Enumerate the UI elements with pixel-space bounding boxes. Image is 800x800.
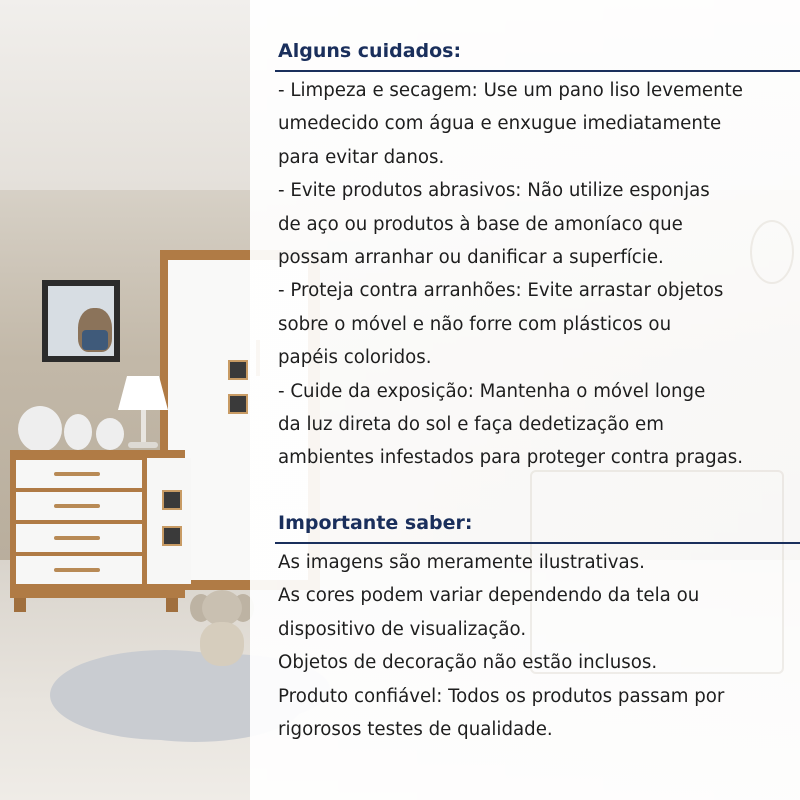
dresser-drawer	[16, 556, 142, 584]
plush-toy	[18, 406, 62, 452]
dresser-drawer	[16, 460, 142, 488]
plush-toy	[96, 418, 124, 450]
info-line: dispositivo de visualização.	[278, 618, 527, 640]
info-section-title: Importante saber:	[278, 511, 473, 534]
dresser-drawer	[16, 524, 142, 552]
info-line: rigorosos testes de qualidade.	[278, 718, 553, 740]
care-section-title: Alguns cuidados:	[278, 40, 462, 62]
care-line: - Cuide da exposição: Mantenha o móvel longe	[278, 380, 706, 402]
care-info-content	[278, 32, 783, 746]
important-info	[278, 546, 783, 746]
section-divider	[275, 542, 800, 544]
dresser-leg	[166, 598, 178, 612]
wall-picture-frame	[42, 280, 120, 362]
care-line: - Limpeza e secagem: Use um pano liso levemente	[278, 80, 743, 101]
care-line: - Evite produtos abrasivos: Não utilize esponjas	[278, 180, 710, 202]
door-window	[162, 526, 182, 546]
lamp-stem	[141, 410, 146, 444]
care-line: para evitar danos.	[278, 146, 445, 168]
care-line: - Proteja contra arranhões: Evite arrastar objetos	[278, 280, 724, 302]
info-line: Produto confiável: Todos os produtos passam por	[278, 685, 725, 707]
door-window	[162, 490, 182, 510]
wardrobe-window	[228, 394, 248, 414]
dresser	[10, 450, 185, 598]
care-instructions	[278, 74, 783, 475]
info-line: As cores podem variar dependendo da tela ou	[278, 585, 700, 607]
elephant-head	[202, 590, 242, 626]
plush-elephant	[190, 590, 250, 670]
section-divider	[275, 70, 800, 72]
info-line: As imagens são meramente ilustrativas.	[278, 551, 645, 573]
drawer-handle	[54, 504, 100, 508]
care-line: possam arranhar ou danificar a superfície.	[278, 247, 664, 269]
wardrobe-window	[228, 360, 248, 380]
picture-canvas	[48, 286, 114, 356]
dresser-door	[147, 458, 191, 584]
care-line: sobre o móvel e não forre com plásticos ou	[278, 313, 672, 335]
dresser-leg	[14, 598, 26, 612]
care-line: papéis coloridos.	[278, 347, 432, 369]
care-line: da luz direta do sol e faça dedetização em	[278, 414, 664, 436]
drawer-handle	[54, 536, 100, 540]
drawer-handle	[54, 568, 100, 572]
plush-toy	[64, 414, 92, 450]
care-line: de aço ou produtos à base de amoníaco que	[278, 213, 683, 235]
care-line: umedecido com água e enxugue imediatamente	[278, 113, 722, 135]
elephant-body	[200, 622, 244, 666]
dresser-drawer	[16, 492, 142, 520]
drawer-handle	[54, 472, 100, 476]
bear-picture	[78, 308, 112, 352]
lamp-base	[128, 442, 158, 448]
info-line: Objetos de decoração não estão inclusos.	[278, 652, 658, 674]
care-line: ambientes infestados para proteger contra pragas.	[278, 447, 744, 469]
